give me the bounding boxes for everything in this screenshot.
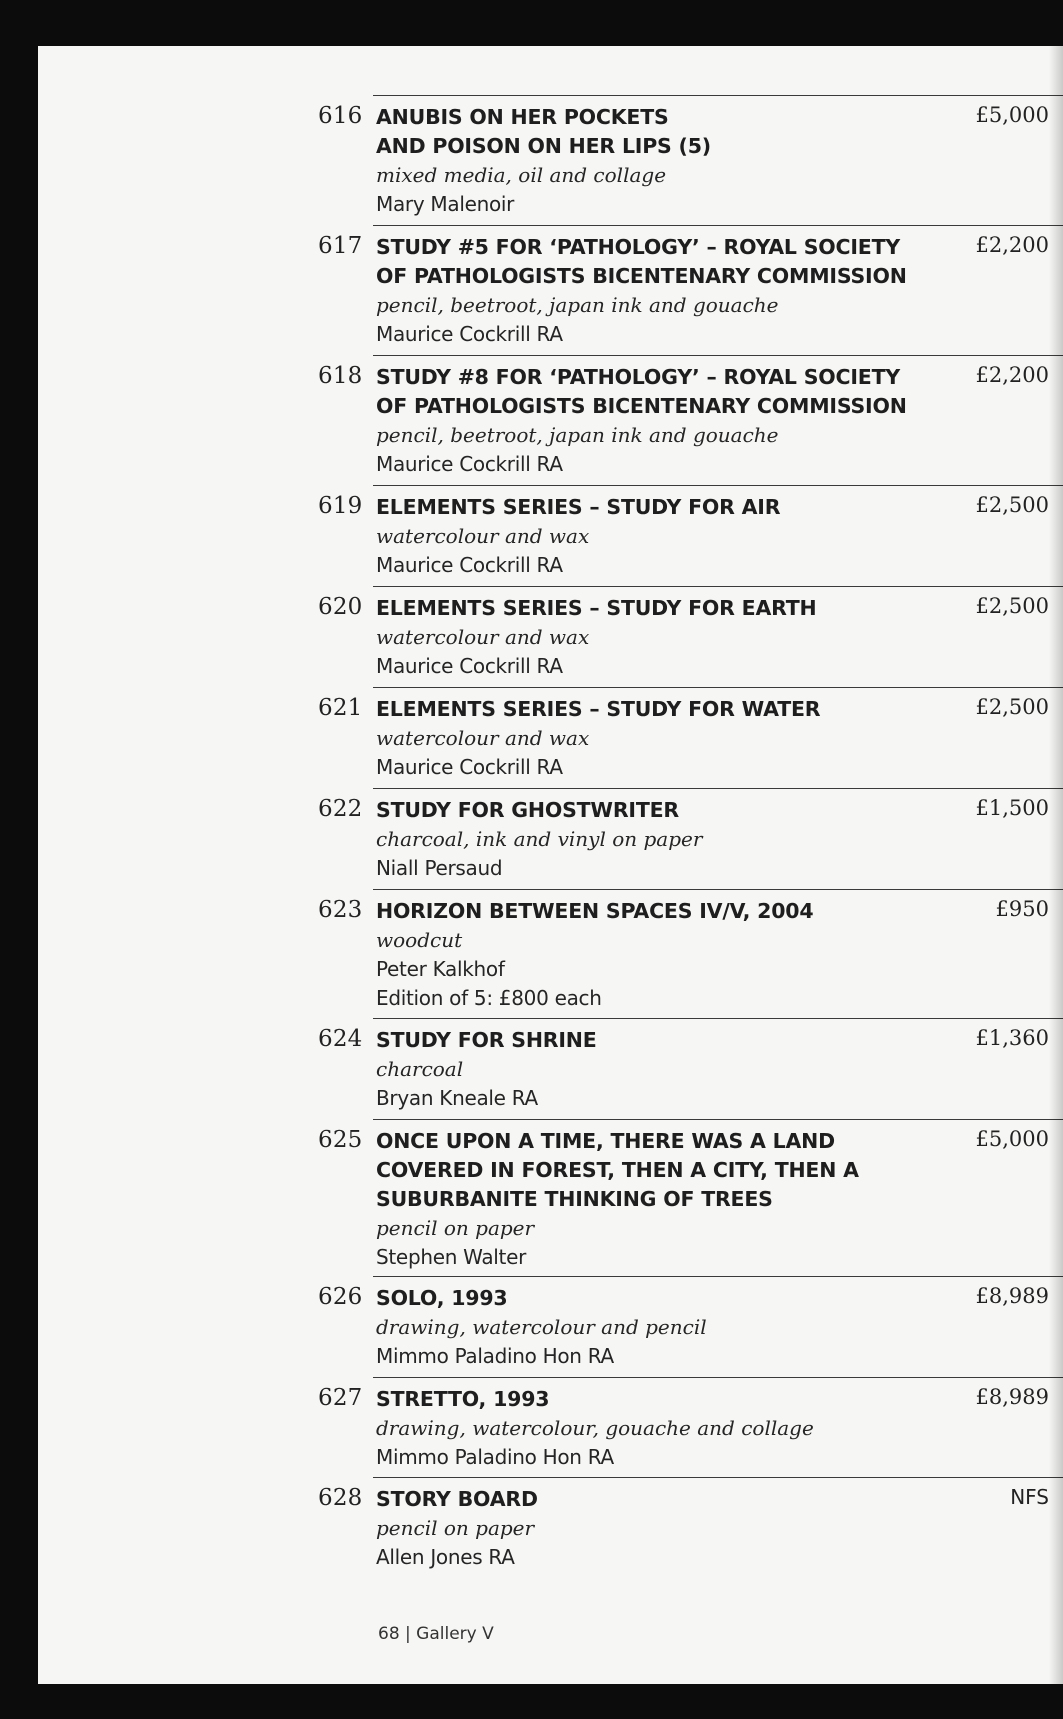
entry-number: 616	[318, 103, 363, 129]
entry-divider	[373, 355, 1063, 356]
entry-price: £2,500	[975, 695, 1049, 719]
entry-number: 622	[318, 796, 363, 822]
entry-title-line: STUDY FOR SHRINE	[376, 1028, 597, 1052]
entry-medium: woodcut	[376, 928, 463, 952]
entry-price: £5,000	[975, 1127, 1049, 1151]
entry-divider	[373, 225, 1063, 226]
entry-divider	[373, 687, 1063, 688]
entry-price: NFS	[1010, 1485, 1049, 1509]
catalogue-page	[38, 46, 1063, 1684]
entry-divider	[373, 1276, 1063, 1277]
entry-artist: Stephen Walter	[376, 1245, 527, 1269]
entry-medium: charcoal	[376, 1057, 464, 1081]
entry-medium: charcoal, ink and vinyl on paper	[376, 827, 703, 851]
entry-medium: pencil on paper	[376, 1216, 535, 1240]
entry-price: £2,200	[975, 363, 1049, 387]
entry-number: 626	[318, 1284, 363, 1310]
entry-divider	[373, 788, 1063, 789]
entry-number: 623	[318, 897, 363, 923]
entry-divider	[373, 1018, 1063, 1019]
entry-artist: Mimmo Paladino Hon RA	[376, 1445, 614, 1469]
entry-title-line: COVERED IN FOREST, THEN A CITY, THEN A	[376, 1158, 859, 1182]
entry-title-line: SOLO, 1993	[376, 1286, 508, 1310]
entry-artist: Maurice Cockrill RA	[376, 322, 563, 346]
entry-title-line: ELEMENTS SERIES – STUDY FOR AIR	[376, 495, 781, 519]
entry-medium: mixed media, oil and collage	[376, 163, 667, 187]
page-footer: 68 | Gallery V	[378, 1624, 494, 1644]
entry-medium: pencil, beetroot, japan ink and gouache	[376, 293, 779, 317]
entry-title-line: ELEMENTS SERIES – STUDY FOR WATER	[376, 697, 821, 721]
entry-medium: watercolour and wax	[376, 524, 590, 548]
entry-medium: pencil on paper	[376, 1516, 535, 1540]
entry-artist: Maurice Cockrill RA	[376, 553, 563, 577]
entry-number: 625	[318, 1127, 363, 1153]
entry-title-line: STORY BOARD	[376, 1487, 538, 1511]
entry-artist: Mimmo Paladino Hon RA	[376, 1344, 614, 1368]
entry-price: £8,989	[975, 1385, 1049, 1409]
entry-title-line: STUDY FOR GHOSTWRITER	[376, 798, 680, 822]
entry-number: 624	[318, 1026, 363, 1052]
entry-title-line: STUDY #8 FOR ‘PATHOLOGY’ – ROYAL SOCIETY	[376, 365, 901, 389]
entry-price: £1,500	[975, 796, 1049, 820]
entry-divider	[373, 1477, 1063, 1478]
entry-number: 618	[318, 363, 363, 389]
entry-artist: Maurice Cockrill RA	[376, 452, 563, 476]
entry-medium: drawing, watercolour and pencil	[376, 1315, 707, 1339]
entry-medium: drawing, watercolour, gouache and collage	[376, 1416, 814, 1440]
entry-title-line: SUBURBANITE THINKING OF TREES	[376, 1187, 773, 1211]
entry-title-line: HORIZON BETWEEN SPACES IV/V, 2004	[376, 899, 814, 923]
entry-title-line: STUDY #5 FOR ‘PATHOLOGY’ – ROYAL SOCIETY	[376, 235, 901, 259]
entry-price: £8,989	[975, 1284, 1049, 1308]
entry-divider	[373, 95, 1063, 96]
entry-edition-note: Edition of 5: £800 each	[376, 986, 602, 1010]
entry-price: £2,200	[975, 233, 1049, 257]
entry-artist: Maurice Cockrill RA	[376, 755, 563, 779]
entry-artist: Allen Jones RA	[376, 1545, 515, 1569]
entry-divider	[373, 1119, 1063, 1120]
entry-artist: Mary Malenoir	[376, 192, 515, 216]
entry-title-line: OF PATHOLOGISTS BICENTENARY COMMISSION	[376, 264, 907, 288]
entry-number: 619	[318, 493, 363, 519]
entry-title-line: ELEMENTS SERIES – STUDY FOR EARTH	[376, 596, 817, 620]
entry-title-line: ONCE UPON A TIME, THERE WAS A LAND	[376, 1129, 835, 1153]
entry-artist: Bryan Kneale RA	[376, 1086, 538, 1110]
entry-divider	[373, 1377, 1063, 1378]
entry-price: £2,500	[975, 493, 1049, 517]
entry-price: £1,360	[975, 1026, 1049, 1050]
entry-title-line: OF PATHOLOGISTS BICENTENARY COMMISSION	[376, 394, 907, 418]
entry-artist: Peter Kalkhof	[376, 957, 505, 981]
entry-title-line: AND POISON ON HER LIPS (5)	[376, 134, 711, 158]
entry-artist: Niall Persaud	[376, 856, 503, 880]
entry-number: 620	[318, 594, 363, 620]
entry-number: 628	[318, 1485, 363, 1511]
entry-number: 627	[318, 1385, 363, 1411]
entry-divider	[373, 889, 1063, 890]
entry-price: £5,000	[975, 103, 1049, 127]
entry-divider	[373, 485, 1063, 486]
entry-artist: Maurice Cockrill RA	[376, 654, 563, 678]
entry-number: 621	[318, 695, 363, 721]
entry-medium: watercolour and wax	[376, 726, 590, 750]
entry-medium: pencil, beetroot, japan ink and gouache	[376, 423, 779, 447]
entry-price: £950	[995, 897, 1049, 921]
entry-price: £2,500	[975, 594, 1049, 618]
entry-medium: watercolour and wax	[376, 625, 590, 649]
entry-divider	[373, 586, 1063, 587]
entry-number: 617	[318, 233, 363, 259]
entry-title-line: ANUBIS ON HER POCKETS	[376, 105, 669, 129]
entry-title-line: STRETTO, 1993	[376, 1387, 550, 1411]
